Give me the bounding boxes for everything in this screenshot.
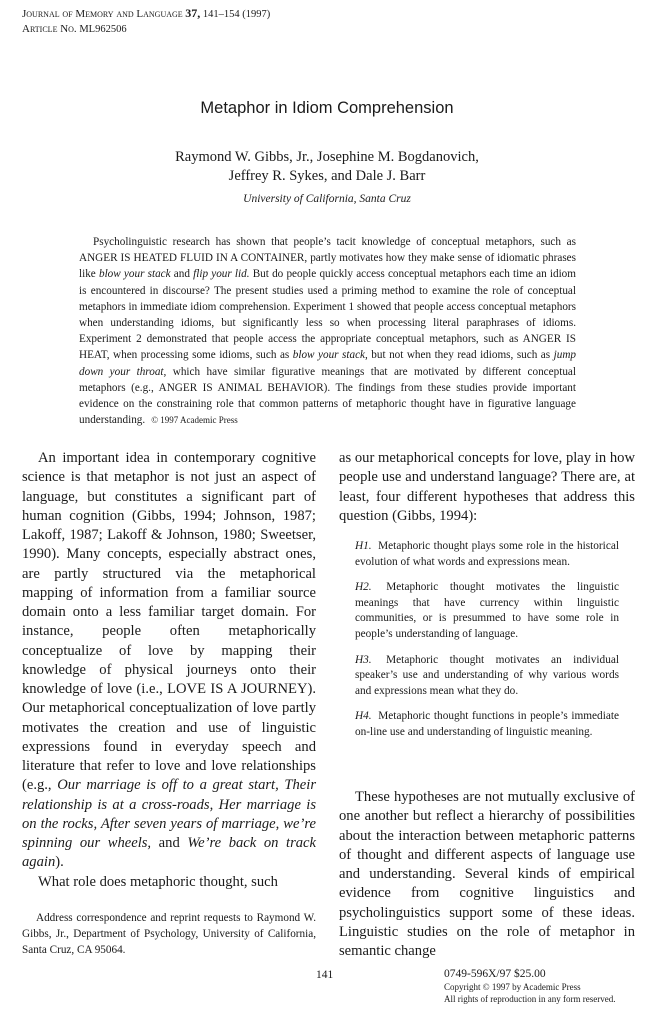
body-paragraph [22,449,316,873]
hypothesis-label: H2. [355,581,372,594]
abstract-idiom: flip your lid. [193,268,250,281]
abstract-copyright: © 1997 Academic Press [151,415,238,426]
journal-volume: 37, [185,6,201,20]
abstract-text: and [170,268,194,281]
abstract-idiom: jump down your throat, [79,349,576,378]
article-number [22,22,270,37]
journal-header [22,6,270,37]
hypothesis-item [355,653,619,700]
abstract-idiom: blow your stack [98,268,171,281]
journal-pages-year: 141–154 (1997) [202,9,271,20]
hypothesis-label: H3. [355,653,372,666]
hypothesis-text: Metaphoric thought plays some role in the historical evolution of what words and expressions mean. [355,540,619,568]
body-column-right [339,449,635,526]
body-paragraph: What role does metaphoric thought, such [38,873,278,890]
authors-line-1: Raymond W. Gibbs, Jr., Josephine M. Bogdanovich, [175,149,479,165]
body-text: An important idea in contemporary cognitive science is that metaphor is not just an aspect of language, but constitutes a significant part of human cognition (Gibbs, 1994; Johnson, 1987; Lakoff, 1987; Lakoff & Johnson, 1980; Sweetser, 1990). Many concepts, especially abstract ones, are partly structured via the metaphorical mapping of information from a familiar source domain onto a less familiar target domain. For instance, people often metaphorically conceptualize of love by mapping their knowledge of physical journeys onto their knowledge of love (i.e., LOVE IS A JOURNEY). Our metaphorical conceptualization of love partly motivates the creation and use of linguistic expressions found in everyday speech and literature that refer to love and love relationships (e.g., [22,450,316,794]
body-text: and [151,835,188,851]
rights-notice: All rights of reproduction in any form reserved. [444,994,616,1004]
body-column-right-continued [339,788,635,961]
hypothesis-text: Metaphoric thought motivates the linguistic meanings that have currency within linguistic communities, or is presummed to have some role in people’s understanding of language. [355,581,619,640]
authors-line-2: Jeffrey R. Sykes, and Dale J. Barr [228,168,426,184]
abstract-idiom: blow your stack, [292,349,368,362]
page-number: 141 [316,969,334,981]
hypothesis-item [355,709,619,740]
hypothesis-item [355,580,619,642]
journal-citation [22,6,270,22]
hypothesis-label: H4. [355,710,372,723]
hypothesis-text: Metaphoric thought motivates an individual speaker’s use and understanding of why various words and expressions mean what they do. [355,653,619,697]
article-no-label: Article No. [22,23,77,35]
body-text: ). [55,854,64,871]
journal-name: Journal of Memory and Language [22,8,183,20]
hypothesis-item [355,539,619,570]
abstract-text: but not when they read idioms, such as [367,349,554,362]
publication-info [444,968,615,1005]
article-no-value: ML962506 [79,24,127,35]
copyright-notice: Copyright © 1997 by Academic Press [444,982,581,992]
body-paragraph: as our metaphorical concepts for love, play in how people use and understand language? There are, at least, four different hypotheses that address this question (Gibbs, 1994): [339,450,635,524]
abstract-text: But do people quickly access conceptual metaphors each time an idiom is encountered in discourse? The present studies used a priming method to examine the role of conceptual metaphors in immediate idiom comprehension. Experiment 1 showed that people access conceptual metaphors when understanding idioms, but significantly less so when processing literal paraphrases of idioms. Experiment 2 demonstrated that people access the appropriate conceptual metaphors, such as ANGER IS HEAT, when processing some idioms, such as [79,268,576,362]
example-phrase: We’re back on track again [22,835,316,871]
issn-price: 0749-596X/97 $25.00 [444,968,546,980]
hypothesis-text: Metaphoric thought functions in people’s immediate on-line use and understanding of linguistic meaning. [355,710,620,738]
body-paragraph: These hypotheses are not mutually exclusive of one another but reflect a hierarchy of possibilities about the interaction between metaphoric patterns of thought and different aspects of language use and understanding. Several kinds of empirical evidence from cognitive linguistics and psycholinguistics support some of these ideas. Linguistic studies on the role of metaphor in semantic change [339,789,635,959]
abstract [79,234,576,428]
hypotheses-list [355,539,619,751]
body-column-left [22,449,316,892]
example-phrases: Our marriage is off to a great start, Their relationship is at a cross-roads, Her marriage is on the rocks, After seven years of marriage, we’re spinning our wheels, [22,777,316,851]
affiliation: University of California, Santa Cruz [243,193,411,205]
paper-title: Metaphor in Idiom Comprehension [200,99,454,117]
author-list [0,148,654,186]
correspondence-footnote: Address correspondence and reprint requests to Raymond W. Gibbs, Jr., Department of Psychology, University of California, Santa Cruz, CA 95064. [22,912,316,956]
abstract-text: which have similar figurative meanings that are motivated by different conceptual metaphors (e.g., ANGER IS ANIMAL BEHAVIOR). The findings from these studies provide important evidence on the constraining role that common patterns of metaphoric thought have in figurative language understanding. [79,365,576,427]
abstract-text: Psycholinguistic research has shown that people’s tacit knowledge of conceptual metaphors, such as ANGER IS HEATED FLUID IN A CONTAINER, partly motivates how they make sense of idiomatic phrases like [79,236,576,281]
hypothesis-label: H1. [355,540,372,552]
